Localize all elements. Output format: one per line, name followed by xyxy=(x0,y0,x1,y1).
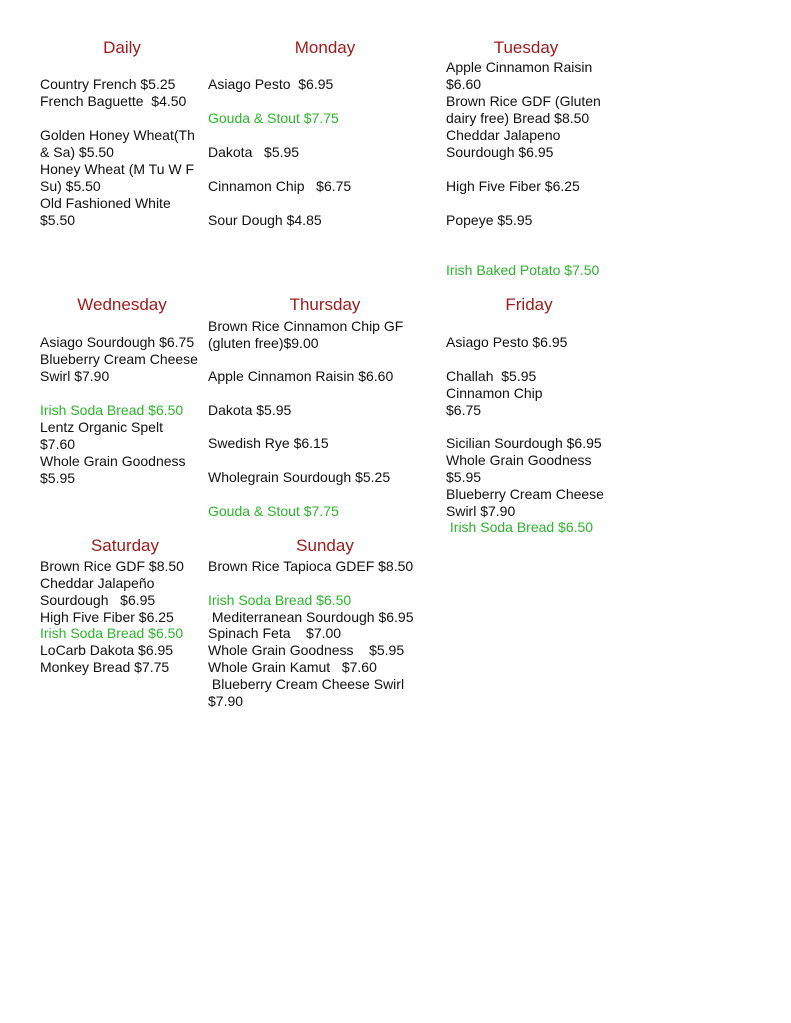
menu-item-line: Cheddar Jalapeno xyxy=(446,127,561,143)
menu-item-line: Brown Rice Cinnamon Chip GF xyxy=(208,318,404,334)
menu-item-line: Asiago Pesto $6.95 xyxy=(208,76,334,92)
menu-item-line: $5.95 xyxy=(446,469,482,485)
special-item-line: Gouda & Stout $7.75 xyxy=(208,110,339,126)
menu-item-line: Monkey Bread $7.75 xyxy=(40,659,170,675)
menu-item-line: Swedish Rye $6.15 xyxy=(208,435,329,451)
menu-item-line: Blueberry Cream Cheese Swirl xyxy=(208,676,405,692)
menu-item-line: dairy free) Bread $8.50 xyxy=(446,110,590,126)
menu-item-line: Golden Honey Wheat(Th xyxy=(40,127,195,143)
monday-heading: Monday xyxy=(294,38,356,57)
menu-item-line: Whole Grain Goodness xyxy=(40,453,186,469)
menu-item-line: Whole Grain Kamut $7.60 xyxy=(208,659,377,675)
menu-item-line: LoCarb Dakota $6.95 xyxy=(40,642,174,658)
special-item-line: Irish Soda Bread $6.50 xyxy=(40,625,184,641)
menu-item-line: Brown Rice GDF $8.50 xyxy=(40,558,184,574)
menu-item-line: Popeye $5.95 xyxy=(446,212,533,228)
special-item-line: Irish Soda Bread $6.50 xyxy=(40,402,184,418)
menu-item-line: Cheddar Jalapeño xyxy=(40,575,155,591)
special-item-line: Gouda & Stout $7.75 xyxy=(208,503,339,519)
special-item-line: Irish Soda Bread $6.50 xyxy=(208,592,352,608)
menu-item-line: $7.90 xyxy=(208,693,244,709)
wednesday-heading: Wednesday xyxy=(77,295,167,314)
special-item-line: Irish Soda Bread $6.50 xyxy=(446,519,594,535)
menu-item-line: Sourdough $6.95 xyxy=(40,592,156,608)
menu-item-line: Swirl $7.90 xyxy=(40,368,110,384)
menu-item-line: Cinnamon Chip xyxy=(446,385,543,401)
menu-item-line: Swirl $7.90 xyxy=(446,503,516,519)
menu-item-line: Brown Rice GDF (Gluten xyxy=(446,93,601,109)
sunday-heading: Sunday xyxy=(296,536,354,555)
menu-item-line: Cinnamon Chip $6.75 xyxy=(208,178,352,194)
menu-item-line: $6.60 xyxy=(446,76,482,92)
saturday-heading: Saturday xyxy=(90,536,160,555)
menu-item-line: French Baguette $4.50 xyxy=(40,93,187,109)
menu-item-line: Apple Cinnamon Raisin $6.60 xyxy=(208,368,394,384)
menu-item-line: Challah $5.95 xyxy=(446,368,537,384)
menu-item-line: $5.95 xyxy=(40,470,76,486)
menu-item-line: Brown Rice Tapioca GDEF $8.50 xyxy=(208,558,414,574)
menu-item-line: Dakota $5.95 xyxy=(208,144,300,160)
thursday-heading: Thursday xyxy=(289,295,361,314)
menu-item-line: Sour Dough $4.85 xyxy=(208,212,322,228)
menu-item-line: High Five Fiber $6.25 xyxy=(40,609,174,625)
menu-item-line: Dakota $5.95 xyxy=(208,402,292,418)
menu-item-line: Blueberry Cream Cheese xyxy=(446,486,604,502)
menu-item-line: Mediterranean Sourdough $6.95 xyxy=(208,609,414,625)
menu-item-line: Apple Cinnamon Raisin xyxy=(446,59,593,75)
menu-item-line: (gluten free)$9.00 xyxy=(208,335,319,351)
menu-item-line: $7.60 xyxy=(40,436,76,452)
menu-item-line: High Five Fiber $6.25 xyxy=(446,178,580,194)
menu-item-line: Spinach Feta $7.00 xyxy=(208,625,342,641)
menu-item-line: $6.75 xyxy=(446,402,482,418)
menu-item-line: & Sa) $5.50 xyxy=(40,144,114,160)
menu-item-line: $5.50 xyxy=(40,212,76,228)
menu-item-line: Asiago Sourdough $6.75 xyxy=(40,334,195,350)
menu-item-line: Old Fashioned White xyxy=(40,195,171,211)
menu-item-line: Blueberry Cream Cheese xyxy=(40,351,198,367)
menu-item-line: Wholegrain Sourdough $5.25 xyxy=(208,469,391,485)
menu-item-line: Whole Grain Goodness $5.95 xyxy=(208,642,405,658)
menu-item-line: Country French $5.25 xyxy=(40,76,176,92)
daily-heading: Daily xyxy=(103,38,141,57)
friday-heading: Friday xyxy=(505,295,553,314)
menu-item-line: Su) $5.50 xyxy=(40,178,101,194)
menu-item-line: Honey Wheat (M Tu W F xyxy=(40,161,195,177)
menu-item-line: Whole Grain Goodness xyxy=(446,452,592,468)
menu-item-line: Lentz Organic Spelt xyxy=(40,419,163,435)
menu-item-line: Asiago Pesto $6.95 xyxy=(446,334,568,350)
menu-item-line: Sicilian Sourdough $6.95 xyxy=(446,435,602,451)
menu-item-line: Sourdough $6.95 xyxy=(446,144,554,160)
special-item-line: Irish Baked Potato $7.50 xyxy=(446,262,600,278)
tuesday-heading: Tuesday xyxy=(493,38,559,57)
